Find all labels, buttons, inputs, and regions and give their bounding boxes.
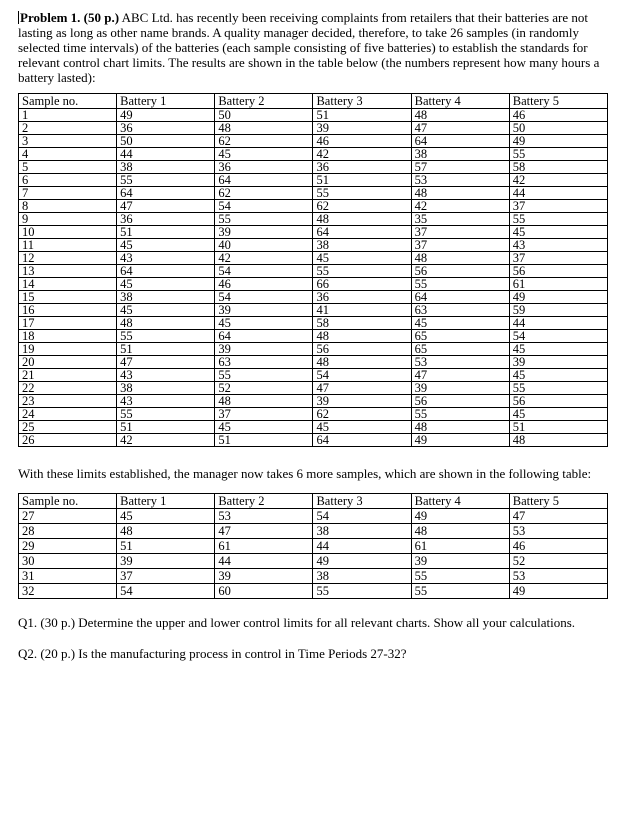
table-cell: 49	[509, 584, 607, 599]
table-row	[19, 226, 608, 239]
table-row	[19, 252, 608, 265]
table-cell: 39	[215, 343, 313, 356]
table-cell: 38	[117, 382, 215, 395]
column-header: Battery 4	[411, 94, 509, 109]
table-cell: 49	[509, 291, 607, 304]
table-cell: 50	[215, 109, 313, 122]
table-cell: 43	[117, 395, 215, 408]
table-cell: 24	[19, 408, 117, 421]
column-header: Battery 3	[313, 94, 411, 109]
table-cell: 42	[117, 434, 215, 447]
table-cell: 56	[509, 395, 607, 408]
table-cell: 45	[509, 343, 607, 356]
table-cell: 1	[19, 109, 117, 122]
table-cell: 48	[411, 524, 509, 539]
table-row	[19, 239, 608, 252]
table-cell: 5	[19, 161, 117, 174]
table-cell: 39	[215, 304, 313, 317]
table-cell: 44	[313, 539, 411, 554]
table-row	[19, 421, 608, 434]
table-cell: 42	[509, 174, 607, 187]
table-cell: 64	[117, 187, 215, 200]
table-cell: 55	[117, 408, 215, 421]
table-cell: 42	[313, 148, 411, 161]
table-cell: 9	[19, 213, 117, 226]
table-cell: 43	[117, 252, 215, 265]
table-cell: 14	[19, 278, 117, 291]
table-cell: 44	[509, 317, 607, 330]
column-header: Battery 2	[215, 494, 313, 509]
table-cell: 62	[215, 135, 313, 148]
table-cell: 53	[215, 509, 313, 524]
table-cell: 7	[19, 187, 117, 200]
table-cell: 22	[19, 382, 117, 395]
table-cell: 45	[215, 317, 313, 330]
table-cell: 48	[215, 122, 313, 135]
table-cell: 39	[117, 554, 215, 569]
table-row	[19, 369, 608, 382]
table-cell: 43	[117, 369, 215, 382]
table-cell: 62	[313, 200, 411, 213]
table-cell: 19	[19, 343, 117, 356]
table-row	[19, 343, 608, 356]
table-cell: 52	[509, 554, 607, 569]
column-header: Battery 5	[509, 494, 607, 509]
table-row	[19, 174, 608, 187]
table-row	[19, 122, 608, 135]
table-cell: 23	[19, 395, 117, 408]
table-cell: 55	[411, 278, 509, 291]
table-cell: 50	[117, 135, 215, 148]
table-row	[19, 265, 608, 278]
table-cell: 37	[215, 408, 313, 421]
table-cell: 17	[19, 317, 117, 330]
table-cell: 51	[117, 343, 215, 356]
text-cursor	[18, 11, 19, 24]
table-cell: 48	[313, 356, 411, 369]
table-cell: 30	[19, 554, 117, 569]
table-cell: 54	[313, 369, 411, 382]
table-cell: 48	[313, 330, 411, 343]
table-cell: 28	[19, 524, 117, 539]
table-cell: 47	[411, 122, 509, 135]
table-cell: 46	[215, 278, 313, 291]
table-row	[19, 213, 608, 226]
table-cell: 45	[313, 252, 411, 265]
table-cell: 11	[19, 239, 117, 252]
table-cell: 45	[117, 304, 215, 317]
table-cell: 37	[411, 226, 509, 239]
table-cell: 44	[117, 148, 215, 161]
table-cell: 45	[509, 226, 607, 239]
table-cell: 45	[117, 239, 215, 252]
table-cell: 46	[509, 539, 607, 554]
table-cell: 62	[313, 408, 411, 421]
table-row	[19, 317, 608, 330]
table-cell: 55	[411, 584, 509, 599]
table-cell: 64	[411, 135, 509, 148]
table-cell: 49	[509, 135, 607, 148]
table-cell: 64	[313, 434, 411, 447]
table-cell: 47	[509, 509, 607, 524]
table-cell: 56	[411, 265, 509, 278]
table-cell: 46	[509, 109, 607, 122]
table-cell: 39	[313, 395, 411, 408]
baseline-samples-table	[18, 93, 608, 447]
table-cell: 55	[117, 330, 215, 343]
table-row	[19, 569, 608, 584]
table-cell: 21	[19, 369, 117, 382]
table-cell: 16	[19, 304, 117, 317]
table-cell: 35	[411, 213, 509, 226]
table-cell: 47	[117, 356, 215, 369]
table-cell: 45	[411, 317, 509, 330]
table-cell: 27	[19, 509, 117, 524]
table-cell: 60	[215, 584, 313, 599]
table-cell: 46	[313, 135, 411, 148]
table-cell: 55	[509, 213, 607, 226]
table-cell: 36	[117, 213, 215, 226]
table-cell: 56	[509, 265, 607, 278]
table-cell: 41	[313, 304, 411, 317]
table-cell: 52	[215, 382, 313, 395]
table-cell: 12	[19, 252, 117, 265]
table-row	[19, 330, 608, 343]
table-row	[19, 554, 608, 569]
document-page	[18, 10, 610, 661]
table-cell: 38	[117, 161, 215, 174]
table-cell: 40	[215, 239, 313, 252]
column-header: Battery 1	[117, 494, 215, 509]
table-cell: 48	[411, 421, 509, 434]
table-cell: 38	[117, 291, 215, 304]
table-cell: 47	[313, 382, 411, 395]
table-cell: 56	[313, 343, 411, 356]
problem-intro: ABC Ltd. has recently been receiving complaints from retailers that their batteries are not lasting as long as other name brands. A quality manager decided, therefore, to take 26 samples (in randomly selected time intervals) of the batteries (each sample consisting of five batteries) to establish the standards for relevant control chart limits. The results are shown in the table below (the numbers represent how many hours a battery lasted):	[18, 10, 600, 85]
table-cell: 37	[117, 569, 215, 584]
table-cell: 44	[509, 187, 607, 200]
table-cell: 63	[411, 304, 509, 317]
table-row	[19, 161, 608, 174]
table-cell: 45	[313, 421, 411, 434]
table-cell: 18	[19, 330, 117, 343]
table-cell: 42	[215, 252, 313, 265]
table-cell: 58	[313, 317, 411, 330]
table-cell: 48	[117, 524, 215, 539]
table-cell: 39	[509, 356, 607, 369]
table-cell: 64	[215, 174, 313, 187]
table-cell: 38	[313, 524, 411, 539]
table-row	[19, 278, 608, 291]
table-cell: 58	[509, 161, 607, 174]
table-cell: 55	[313, 584, 411, 599]
table-cell: 13	[19, 265, 117, 278]
table-row	[19, 135, 608, 148]
table-header-row	[19, 94, 608, 109]
table-cell: 43	[509, 239, 607, 252]
table-cell: 54	[509, 330, 607, 343]
question-1: Q1. (30 p.) Determine the upper and lower control limits for all relevant charts. Show all your calculations.	[18, 615, 576, 630]
table-cell: 39	[313, 122, 411, 135]
table-cell: 53	[509, 569, 607, 584]
table-cell: 65	[411, 343, 509, 356]
table-cell: 39	[215, 569, 313, 584]
table-cell: 36	[313, 291, 411, 304]
table-cell: 37	[509, 252, 607, 265]
table-cell: 37	[411, 239, 509, 252]
column-header: Battery 4	[411, 494, 509, 509]
table-cell: 45	[117, 509, 215, 524]
table-row	[19, 584, 608, 599]
table-cell: 39	[411, 554, 509, 569]
table-cell: 48	[411, 187, 509, 200]
table-cell: 36	[117, 122, 215, 135]
table-cell: 45	[509, 369, 607, 382]
table-cell: 15	[19, 291, 117, 304]
table-cell: 62	[215, 187, 313, 200]
question-2: Q2. (20 p.) Is the manufacturing process in control in Time Periods 27-32?	[18, 646, 407, 661]
table-cell: 51	[117, 421, 215, 434]
table-cell: 56	[411, 395, 509, 408]
table-cell: 51	[313, 174, 411, 187]
table-cell: 48	[313, 213, 411, 226]
table-row	[19, 187, 608, 200]
table-cell: 20	[19, 356, 117, 369]
table-cell: 47	[215, 524, 313, 539]
table-row	[19, 304, 608, 317]
table-cell: 44	[215, 554, 313, 569]
table-cell: 36	[313, 161, 411, 174]
table-cell: 51	[509, 421, 607, 434]
table-cell: 38	[313, 239, 411, 252]
table-cell: 31	[19, 569, 117, 584]
table-cell: 55	[215, 213, 313, 226]
table-cell: 4	[19, 148, 117, 161]
table-row	[19, 509, 608, 524]
table-cell: 54	[215, 291, 313, 304]
table-cell: 50	[509, 122, 607, 135]
table-row	[19, 524, 608, 539]
problem-statement	[18, 10, 610, 85]
table-cell: 64	[215, 330, 313, 343]
table-row	[19, 395, 608, 408]
table-row	[19, 408, 608, 421]
table-cell: 55	[313, 265, 411, 278]
table-cell: 55	[313, 187, 411, 200]
table-cell: 54	[313, 509, 411, 524]
table-cell: 64	[117, 265, 215, 278]
table-cell: 8	[19, 200, 117, 213]
table-cell: 54	[215, 265, 313, 278]
problem-heading: Problem 1. (50 p.)	[20, 10, 120, 25]
column-header: Battery 2	[215, 94, 313, 109]
table-cell: 53	[411, 174, 509, 187]
table-cell: 37	[509, 200, 607, 213]
table-cell: 54	[215, 200, 313, 213]
table-cell: 66	[313, 278, 411, 291]
table-cell: 61	[215, 539, 313, 554]
table-cell: 49	[117, 109, 215, 122]
table-cell: 49	[411, 509, 509, 524]
table-row	[19, 434, 608, 447]
table-cell: 63	[215, 356, 313, 369]
table-cell: 55	[215, 369, 313, 382]
table-cell: 49	[411, 434, 509, 447]
table-cell: 6	[19, 174, 117, 187]
table-cell: 45	[215, 148, 313, 161]
table-cell: 39	[411, 382, 509, 395]
table-cell: 64	[411, 291, 509, 304]
table-cell: 54	[117, 584, 215, 599]
column-header: Battery 1	[117, 94, 215, 109]
table-row	[19, 356, 608, 369]
table-row	[19, 539, 608, 554]
table-cell: 48	[215, 395, 313, 408]
additional-samples-intro: With these limits established, the manager now takes 6 more samples, which are shown in the following table:	[18, 466, 592, 481]
table-cell: 2	[19, 122, 117, 135]
table-cell: 32	[19, 584, 117, 599]
column-header: Sample no.	[19, 94, 117, 109]
table-cell: 61	[411, 539, 509, 554]
table-cell: 36	[215, 161, 313, 174]
table-cell: 25	[19, 421, 117, 434]
table-cell: 55	[411, 408, 509, 421]
table-cell: 3	[19, 135, 117, 148]
table-cell: 55	[411, 569, 509, 584]
table-cell: 38	[411, 148, 509, 161]
table-cell: 47	[117, 200, 215, 213]
table-cell: 48	[117, 317, 215, 330]
column-header: Battery 5	[509, 94, 607, 109]
table-cell: 48	[411, 109, 509, 122]
table-cell: 39	[215, 226, 313, 239]
table-cell: 51	[215, 434, 313, 447]
table-cell: 45	[509, 408, 607, 421]
table-cell: 61	[509, 278, 607, 291]
table-cell: 26	[19, 434, 117, 447]
table-cell: 59	[509, 304, 607, 317]
table-cell: 55	[509, 148, 607, 161]
table-cell: 57	[411, 161, 509, 174]
table-row	[19, 200, 608, 213]
table-header-row	[19, 494, 608, 509]
table-cell: 48	[509, 434, 607, 447]
table-row	[19, 148, 608, 161]
column-header: Sample no.	[19, 494, 117, 509]
table-cell: 42	[411, 200, 509, 213]
table-cell: 38	[313, 569, 411, 584]
table-row	[19, 382, 608, 395]
table-cell: 64	[313, 226, 411, 239]
table-cell: 29	[19, 539, 117, 554]
table-cell: 53	[411, 356, 509, 369]
table-cell: 65	[411, 330, 509, 343]
table-cell: 45	[117, 278, 215, 291]
table-cell: 51	[117, 539, 215, 554]
column-header: Battery 3	[313, 494, 411, 509]
table-cell: 51	[313, 109, 411, 122]
table-cell: 51	[117, 226, 215, 239]
table-cell: 45	[215, 421, 313, 434]
table-row	[19, 109, 608, 122]
additional-samples-table	[18, 493, 608, 599]
table-cell: 10	[19, 226, 117, 239]
table-cell: 55	[509, 382, 607, 395]
table-row	[19, 291, 608, 304]
table-cell: 49	[313, 554, 411, 569]
table-cell: 55	[117, 174, 215, 187]
table-cell: 48	[411, 252, 509, 265]
table-cell: 53	[509, 524, 607, 539]
table-cell: 47	[411, 369, 509, 382]
